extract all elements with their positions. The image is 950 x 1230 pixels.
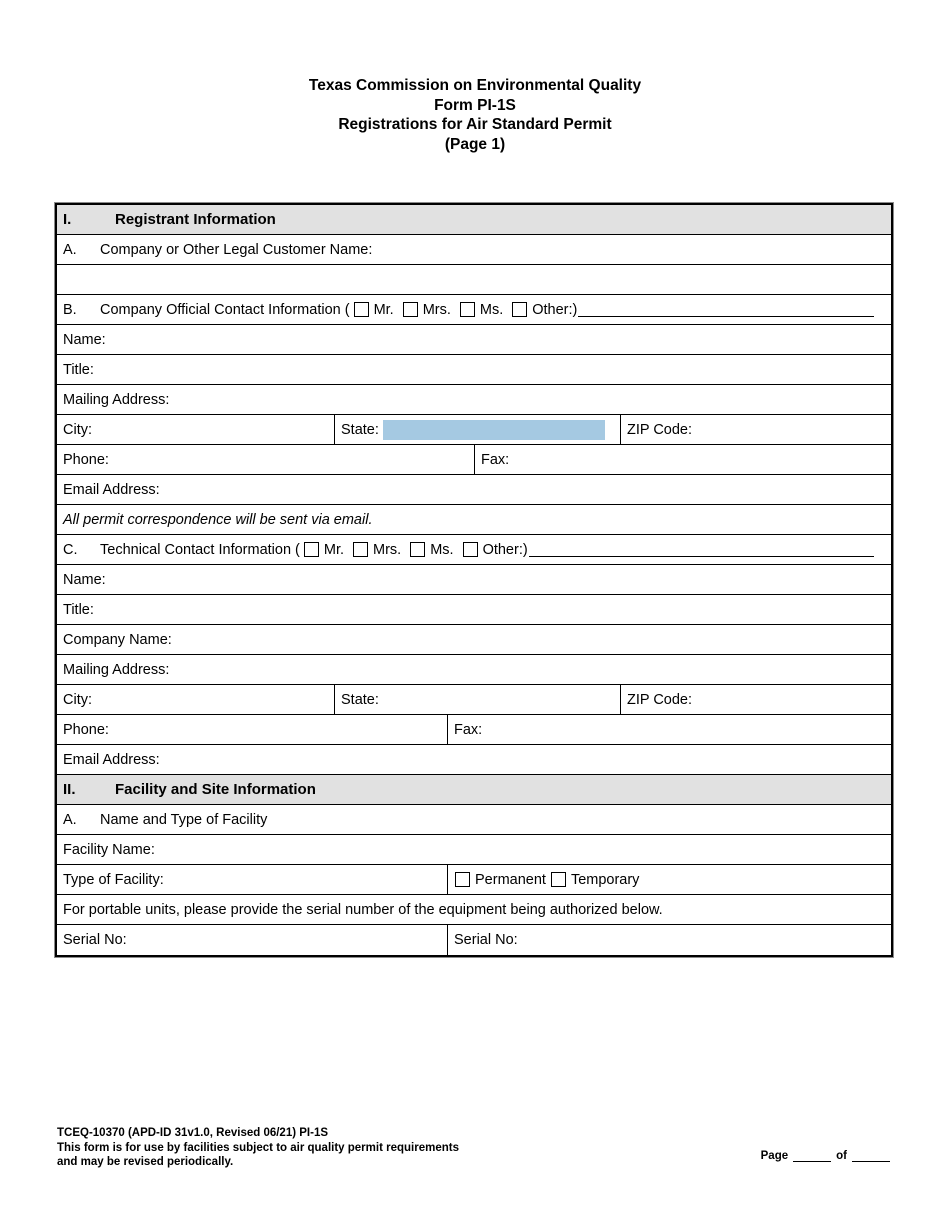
technical-email-label: Email Address: [63, 751, 160, 768]
technical-zip-label: ZIP Code: [627, 691, 693, 708]
title-line-agency: Texas Commission on Environmental Quality [308, 77, 642, 94]
email-note-row [57, 505, 891, 535]
technical-city-label: City: [63, 691, 92, 708]
official-email-row [57, 475, 891, 505]
company-name-label: Company or Other Legal Customer Name: [100, 241, 373, 258]
official-mr-checkbox[interactable] [354, 302, 369, 317]
official-email-label: Email Address: [63, 481, 160, 498]
official-ms-checkbox[interactable] [460, 302, 475, 317]
temporary-label: Temporary [570, 871, 640, 888]
official-mrs-checkbox[interactable] [403, 302, 418, 317]
row-b-number: B. [63, 301, 77, 318]
official-state-dropdown[interactable] [383, 420, 605, 440]
official-mr-label: Mr. [373, 301, 394, 318]
temporary-checkbox[interactable] [551, 872, 566, 887]
section2-row-a-number: A. [63, 811, 77, 828]
technical-mr-checkbox[interactable] [304, 542, 319, 557]
official-contact-label: Company Official Contact Information ( [100, 301, 350, 318]
technical-state-cell [334, 685, 620, 714]
official-mailing-label: Mailing Address: [63, 391, 170, 408]
official-state-cell [334, 415, 620, 444]
official-city-state-zip-row [57, 415, 891, 445]
technical-company-row [57, 625, 891, 655]
official-fax-label: Fax: [481, 451, 510, 468]
technical-mrs-label: Mrs. [373, 541, 402, 558]
serial-no-left-label: Serial No: [63, 932, 127, 948]
company-name-input-row[interactable] [57, 265, 891, 295]
technical-phone-label: Phone: [63, 721, 109, 738]
official-zip-label: ZIP Code: [627, 421, 693, 438]
official-name-row [57, 325, 891, 355]
technical-contact-label: Technical Contact Information ( [100, 541, 300, 558]
row-c-number: C. [63, 541, 78, 558]
technical-zip-cell [620, 685, 891, 714]
serial-no-right-label: Serial No: [454, 932, 518, 948]
technical-other-fill-line[interactable] [529, 535, 874, 557]
facility-type-options-cell [447, 865, 891, 894]
technical-name-label: Name: [63, 571, 106, 588]
official-title-row [57, 355, 891, 385]
footer-note-line1: This form is for use by facilities subject to air quality permit requirements [57, 1141, 459, 1154]
technical-mrs-checkbox[interactable] [353, 542, 368, 557]
official-state-label: State: [341, 421, 379, 438]
section2-header-row [57, 775, 891, 805]
footer-note-line2: and may be revised periodically. [57, 1156, 234, 1168]
official-city-label: City: [63, 421, 92, 438]
technical-fax-cell [447, 715, 891, 744]
official-contact-header-row [57, 295, 891, 325]
technical-city-state-zip-row [57, 685, 891, 715]
official-phone-label: Phone: [63, 451, 109, 468]
official-title-label: Title: [63, 361, 94, 378]
technical-mailing-row [57, 655, 891, 685]
section1-number: I. [63, 211, 72, 228]
permanent-label: Permanent [475, 871, 546, 888]
technical-fax-label: Fax: [454, 721, 483, 738]
technical-other-label: Other:) [482, 541, 528, 558]
technical-phone-cell [57, 715, 447, 744]
footer-of-label: of [836, 1150, 847, 1162]
official-name-label: Name: [63, 331, 106, 348]
serial-no-left-cell [57, 925, 447, 955]
footer-page-label: Page [760, 1150, 789, 1162]
technical-state-label: State: [341, 691, 379, 708]
technical-city-cell [57, 685, 334, 714]
official-city-cell [57, 415, 334, 444]
facility-name-label: Facility Name: [63, 841, 155, 858]
official-other-label: Other:) [532, 301, 578, 318]
portable-units-note-row [57, 895, 891, 925]
facility-type-row [57, 865, 891, 895]
section1-header-row [57, 205, 891, 235]
technical-other-checkbox[interactable] [463, 542, 478, 557]
official-other-checkbox[interactable] [512, 302, 527, 317]
footer-doc-id: TCEQ-10370 (APD-ID 31v1.0, Revised 06/21) PI-1S [57, 1127, 329, 1139]
facility-type-header-row [57, 805, 891, 835]
type-of-facility-cell [57, 865, 447, 894]
serial-no-right-cell [447, 925, 891, 955]
title-line-form-name: Registrations for Air Standard Permit [338, 116, 612, 134]
type-of-facility-label: Type of Facility: [63, 871, 164, 888]
official-phone-cell [57, 445, 474, 474]
section2-number: II. [63, 781, 76, 798]
technical-mailing-label: Mailing Address: [63, 661, 170, 678]
official-ms-label: Ms. [479, 301, 504, 318]
official-mrs-label: Mrs. [422, 301, 451, 318]
technical-company-label: Company Name: [63, 631, 172, 648]
title-line-form-number: Form PI-1S [434, 96, 516, 114]
technical-email-row [57, 745, 891, 775]
page-number-blank[interactable] [793, 1150, 831, 1162]
company-name-label-row [57, 235, 891, 265]
official-fax-cell [474, 445, 891, 474]
footer-page-of [761, 1150, 895, 1162]
row-a-number: A. [63, 241, 77, 258]
technical-name-row [57, 565, 891, 595]
technical-ms-checkbox[interactable] [410, 542, 425, 557]
title-line-page: (Page 1) [444, 135, 506, 153]
official-other-fill-line[interactable] [578, 295, 874, 317]
technical-ms-label: Ms. [430, 541, 454, 558]
official-phone-fax-row [57, 445, 891, 475]
footer-left-block [57, 1126, 459, 1170]
serial-numbers-row [57, 925, 891, 955]
official-mailing-row [57, 385, 891, 415]
technical-title-row [57, 595, 891, 625]
permanent-checkbox[interactable] [455, 872, 470, 887]
official-zip-cell [620, 415, 891, 444]
facility-name-row [57, 835, 891, 865]
technical-mr-label: Mr. [323, 541, 345, 558]
registration-form-table [55, 203, 893, 957]
facility-type-header-label: Name and Type of Facility [100, 811, 268, 828]
technical-contact-header-row [57, 535, 891, 565]
section1-title: Registrant Information [115, 211, 276, 228]
technical-title-label: Title: [63, 601, 94, 618]
page-total-blank[interactable] [852, 1150, 890, 1162]
section2-title: Facility and Site Information [115, 781, 316, 798]
form-title [0, 76, 950, 154]
technical-phone-fax-row [57, 715, 891, 745]
portable-units-note: For portable units, please provide the serial number of the equipment being authorized below. [63, 901, 663, 918]
email-correspondence-note: All permit correspondence will be sent via email. [63, 511, 373, 528]
